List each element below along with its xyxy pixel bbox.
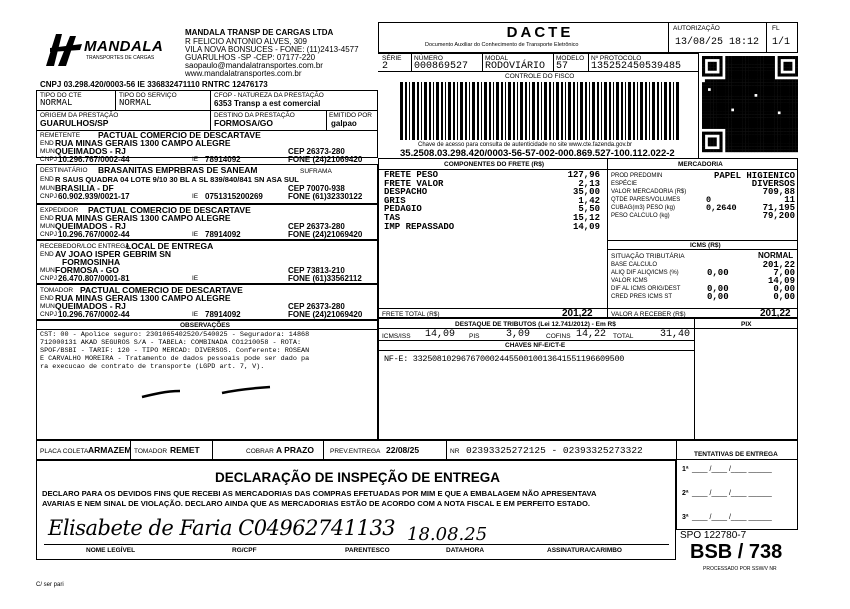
tributos-total-value: 31,40: [660, 329, 691, 340]
tomador-bar-label: TOMADOR: [134, 448, 168, 455]
dacte-title: DACTE: [506, 24, 574, 41]
handwritten-scribble: [140, 383, 280, 403]
destinatario-cep: CEP 70070-938: [288, 184, 345, 193]
numero-value: 000869527: [414, 61, 469, 72]
remetente-address: RUA MINAS GERAIS 1300 CAMPO ALEGRE: [55, 138, 231, 148]
recebedor-end-label: END: [40, 251, 54, 258]
tomador-mun-label: MUN: [40, 303, 55, 310]
remetente-fone: FONE (24)21069420: [288, 155, 363, 164]
expedidor-end-label: END: [40, 215, 54, 222]
tributos-title: DESTAQUE DE TRIBUTOS (Lei 12.741/2012) - Em R$: [455, 321, 616, 328]
observacoes-line-5: ra execucao de contrato de transporte (LGPD art. 7, V).: [40, 363, 265, 371]
frete-total-label: FRETE TOTAL (R$): [382, 311, 440, 318]
icms-title: ICMS (R$): [690, 242, 721, 249]
tomador-name: PACTUAL COMERCIO DE DESCARTAVE: [80, 285, 243, 295]
destinatario-suframa: SUFRAMA: [300, 168, 332, 175]
cofins-label: COFINS: [546, 333, 571, 340]
icms-item-label: ALIQ DIF ALIQ/ICMS (%): [611, 270, 679, 276]
tomador-ie-label: IE: [192, 311, 199, 318]
footer-assinatura: ASSINATURA/CARIMBO: [547, 547, 622, 554]
tipo-cte-label: TIPO DO CTE: [40, 92, 82, 99]
icms-situacao-value: NORMAL: [758, 251, 794, 260]
tentativa-row-label: 2ª: [682, 490, 689, 497]
frete-item-name: FRETE PESO: [384, 170, 439, 180]
mercadoria-item-value: DIVERSOS: [751, 179, 795, 189]
company-cnpj-line: CNPJ 03.298.420/0003-56 IE 336832471110 RNTRC 12476173: [40, 80, 268, 89]
icms-iss-value: 14,09: [425, 329, 456, 340]
frete-item-value: 127,96: [567, 170, 600, 180]
observacoes-line-4: E CARVALHO MOREIRA - Tratamento de dados pessoais pode ser dado pa: [40, 355, 310, 363]
observacoes-line-2: 712000131 AKAD SEGUROS S/A - TABELA: COMBINADA CO1210058 - ROTA:: [40, 339, 302, 347]
mercadoria-item-label: QTDE PARES/VOLUMES: [611, 197, 681, 203]
frete-item-name: IMP REPASSADO: [384, 221, 455, 232]
recebedor-cnpj-label: CNPJ: [40, 275, 57, 282]
pis-label: PIS: [469, 333, 480, 340]
icms-item-label: BASE CALCULO: [611, 262, 658, 268]
tomador-fone: FONE (24)21069420: [288, 310, 363, 319]
remetente-label: REMETENTE: [40, 132, 81, 139]
icms-item-value: 7,00: [773, 268, 795, 278]
mercadoria-item-label: PROD PREDOMIN: [611, 173, 663, 179]
chave-acesso-label: Chave de acesso para consulta de autenticidade no site www.cte.fazenda.gov.br: [418, 142, 633, 148]
handwritten-receiver-name: Elisabete de Faria C04962741133: [48, 516, 396, 540]
icms-item-mid: 0,00: [707, 268, 729, 278]
nfe-chave-value: NF-E: 33250810296767000244550010013641551196609500: [384, 354, 625, 364]
serie-value: 2: [382, 61, 389, 72]
destinatario-cnpj-label: CNPJ: [40, 193, 57, 200]
tomador-cep: CEP 26373-280: [288, 302, 345, 311]
nr-value: 02393325272125 - 02393325273322: [466, 445, 643, 456]
tentativa-row-line: ____ /____ /____ ______: [692, 466, 772, 473]
emitido-label: EMITIDO POR: [329, 112, 372, 119]
expedidor-city: QUEIMADOS - RJ: [55, 221, 126, 231]
declaracao-text-2: AVARIAS E NEM SINAL DE VIOLAÇÃO. DECLARO AINDA QUE AS MERCADORIAS ESTÃO DE ACORDO COM A NOTA FISCAL E EM PERFEITO ESTADO.: [42, 499, 591, 508]
destino-value: FORMOSA/GO: [214, 118, 274, 128]
controle-fisco-label: CONTROLE DO FISCO: [505, 73, 575, 80]
mercadoria-item-label: PESO CALCULO (kg): [611, 213, 670, 219]
observacoes-title: OBSERVAÇÕES: [180, 322, 230, 329]
placa-coleta-label: PLACA COLETA: [40, 448, 89, 455]
tipo-servico-label: TIPO DO SERVIÇO: [119, 92, 177, 99]
tomador-bar-value: REMET: [170, 445, 200, 455]
tipo-cte-value: NORMAL: [40, 98, 73, 108]
icms-item-mid: 0,00: [707, 284, 729, 294]
protocolo-label: Nº PROTOCOLO: [591, 55, 642, 62]
nr-label: NR: [450, 448, 460, 455]
tomador-address: RUA MINAS GERAIS 1300 CAMPO ALEGRE: [55, 293, 231, 303]
expedidor-ie-label: IE: [192, 231, 199, 238]
mercadoria-item-value: 11: [784, 195, 795, 205]
destino-label: DESTINO DA PRESTAÇÃO: [214, 112, 295, 119]
destinatario-cnpj: 60.902.939/0021-17: [58, 192, 130, 201]
mercadoria-item-value: 71,195: [762, 203, 795, 213]
observacoes-line-1: CST: 00 - Apolice seguro: 2301065402520/540025 - Seguradora: 14868: [40, 331, 310, 339]
frete-item-value: 2,13: [578, 178, 600, 189]
recebedor-cnpj: 26.470.807/0001-81: [58, 274, 130, 283]
remetente-cep: CEP 26373-280: [288, 147, 345, 156]
tomador-end-label: END: [40, 295, 54, 302]
tomador-city: QUEIMADOS - RJ: [55, 301, 126, 311]
origem-label: ORIGEM DA PRESTAÇÃO: [40, 112, 119, 119]
footer-data-hora: DATA/HORA: [446, 547, 485, 554]
tentativas-title: TENTATIVAS DE ENTREGA: [694, 451, 778, 458]
icms-item-value: 14,09: [767, 276, 795, 286]
dacte-subtitle: Documento Auxiliar do Conhecimento de Transporte Eletrônico: [425, 42, 579, 48]
expedidor-mun-label: MUN: [40, 223, 55, 230]
company-logo: [40, 30, 180, 70]
page-label: FL: [772, 25, 780, 32]
placa-coleta-value: ARMAZEM: [88, 445, 132, 455]
destinatario-ie-label: IE: [192, 193, 199, 200]
recebedor-label: RECEBEDOR/LOC ENTREGA: [40, 243, 130, 250]
mercadoria-item-label: VALOR MERCADORIA (R$): [611, 189, 687, 195]
qr-code-image: [702, 56, 798, 154]
remetente-end-label: END: [40, 140, 54, 147]
tomador-ie: 78914092: [205, 310, 241, 319]
company-address-2: VILA NOVA BONSUCES - FONE: (11)2413-4577: [185, 45, 359, 54]
icms-item-label: VALOR ICMS: [611, 278, 648, 284]
tomador-cnpj-label: CNPJ: [40, 311, 57, 318]
chave-acesso-value: 35.2508.03.298.420/0003-56-57-002-000.869.527-100.112.022-2: [400, 148, 675, 159]
icms-item-value: 0,00: [773, 292, 795, 302]
frete-item-name: TAS: [384, 213, 401, 223]
processado-label: PROCESSADO POR SSW/V NR: [703, 566, 777, 572]
pix-label: PIX: [741, 321, 752, 328]
authorization-value: 13/08/25 18:12: [675, 37, 760, 48]
destinatario-mun-label: MUN: [40, 185, 55, 192]
icms-item-label: DIF AL ICMS ORIG/DEST: [611, 286, 681, 292]
icms-item-value: 0,00: [773, 284, 795, 294]
recebedor-city: FORMOSA - GO: [55, 265, 119, 275]
tipo-servico-value: NORMAL: [119, 98, 152, 108]
observacoes-line-3: SPOF/BSBI - TARIF: 120 - TIPO MERCAD: DIVERSOS. Conferente: ROSEAN: [40, 347, 310, 355]
cobrar-value: A PRAZO: [276, 445, 314, 455]
emitido-value: galpao: [331, 119, 357, 128]
destinatario-end-label: END: [40, 176, 54, 183]
logo-text: MANDALA: [84, 38, 164, 55]
bsb-value: BSB / 738: [690, 541, 783, 563]
mercadoria-item-value: 709,88: [762, 187, 795, 197]
tomador-label: TOMADOR: [40, 287, 74, 294]
remetente-name: PACTUAL COMERCIO DE DESCARTAVE: [98, 130, 261, 140]
cobrar-label: COBRAR: [246, 448, 274, 455]
pis-value: 3,09: [506, 329, 531, 340]
handwritten-date: 18.08.25: [407, 524, 488, 545]
footer-rg-cpf: RG/CPF: [232, 547, 257, 554]
numero-label: NÚMERO: [414, 55, 443, 62]
mercadoria-title: MERCADORIA: [678, 161, 723, 168]
company-site: www.mandalatransportes.com.br: [185, 69, 302, 78]
recebedor-address: AV JOAO ISPER GEBRIM SN: [55, 249, 172, 259]
frete-item-name: PEDAGIO: [384, 204, 422, 215]
company-city: GUARULHOS -SP -CEP: 07177-220: [185, 53, 316, 62]
recebedor-cep: CEP 73813-210: [288, 266, 345, 275]
chaves-label: CHAVES NF-E/CT-E: [505, 342, 566, 349]
remetente-mun-label: MUN: [40, 148, 55, 155]
recebedor-ie-label: IE: [192, 275, 199, 282]
modal-label: MODAL: [485, 55, 509, 62]
frete-item-name: FRETE VALOR: [384, 178, 444, 189]
expedidor-cnpj: 10.296.767/0002-44: [58, 230, 130, 239]
remetente-ie-label: IE: [192, 156, 199, 163]
recebedor-address2: FORMOSINHA: [62, 257, 121, 267]
origem-value: GUARULHOS/SP: [40, 118, 109, 128]
tributos-total-label: TOTAL: [613, 333, 634, 340]
expedidor-cep: CEP 26373-280: [288, 222, 345, 231]
receber-value: 201,22: [760, 308, 791, 319]
cofins-value: 14,22: [576, 329, 607, 340]
tentativa-row-label: 3ª: [682, 514, 689, 521]
destinatario-address: R SAUS QUADRA 04 LOTE 9/10 30 BL A SL 839/840/841 SN ASA SUL: [55, 175, 299, 184]
icms-item-mid: 0,00: [707, 292, 729, 302]
recebedor-name: LOCAL DE ENTREGA: [126, 241, 214, 251]
protocolo-value: 135252450539485: [591, 61, 682, 72]
barcode-image: [400, 82, 682, 140]
frete-item-value: 5,50: [578, 204, 600, 215]
frete-item-value: 14,09: [572, 221, 600, 232]
footer-parentesco: PARENTESCO: [345, 547, 390, 554]
modal-value: RODOVIÁRIO: [485, 61, 546, 72]
serie-label: SÉRIE: [382, 55, 402, 62]
logo-subtext: TRANSPORTES DE CARGAS: [86, 55, 155, 61]
prev-entrega-value: 22/08/25: [386, 445, 420, 455]
company-name: MANDALA TRANSP DE CARGAS LTDA: [185, 28, 334, 37]
cfop-label: CFOP - NATUREZA DA PRESTAÇÃO: [214, 92, 324, 99]
modelo-value: 57: [556, 61, 569, 72]
icms-situacao-label: SITUAÇÃO TRIBUTÁRIA: [611, 253, 685, 260]
destinatario-label: DESTINATÁRIO: [40, 167, 88, 174]
expedidor-cnpj-label: CNPJ: [40, 231, 57, 238]
mandala-logo-icon: [40, 30, 84, 70]
footer-nome-legivel: NOME LEGÍVEL: [86, 547, 136, 554]
expedidor-address: RUA MINAS GERAIS 1300 CAMPO ALEGRE: [55, 213, 231, 223]
recebedor-fone: FONE (61)33562112: [288, 274, 362, 283]
declaracao-title: DECLARAÇÃO DE INSPEÇÃO DE ENTREGA: [215, 470, 501, 485]
destinatario-fone: FONE (61)32330122: [288, 192, 363, 201]
prev-entrega-label: PREV.ENTREGA: [330, 448, 381, 455]
mercadoria-item-value: PAPEL HIGIENICO: [713, 171, 795, 181]
frete-item-name: GRIS: [384, 195, 406, 206]
mercadoria-item-value: 79,200: [762, 211, 795, 221]
authorization-label: AUTORIZAÇÃO: [673, 25, 720, 32]
frete-title: COMPONENTES DO FRETE (R$): [444, 161, 545, 168]
tomador-cnpj: 10.296.767/0002-44: [58, 310, 130, 319]
icms-item-label: CRED PRES ICMS ST: [611, 294, 673, 300]
remetente-cnpj: 10.296.767/0002-44: [58, 155, 130, 164]
remetente-city: QUEIMADOS - RJ: [55, 146, 126, 156]
mercadoria-item-mid: 0,2640: [706, 203, 737, 213]
declaracao-text-1: DECLARO PARA OS DEVIDOS FINS QUE RECEBI AS MERCADORIAS DAS COMPRAS EFETUADAS POR MIM E QUE A EMBALAGEM NÃO APRESENTAVA: [42, 489, 597, 498]
page-value: 1/1: [772, 37, 791, 48]
tentativa-row-line: ____ /____ /____ ______: [692, 514, 772, 521]
modelo-label: MODELO: [556, 55, 585, 62]
expedidor-label: EXPEDIDOR: [40, 207, 79, 214]
destinatario-ie: 0751315200269: [205, 192, 263, 201]
company-address-1: R FELICIO ANTONIO ALVES, 309: [185, 37, 307, 46]
frete-item-name: DESPACHO: [384, 187, 428, 198]
frete-item-value: 1,42: [578, 195, 600, 206]
cfop-value: 6353 Transp a est comercial: [214, 99, 321, 108]
frete-item-value: 15,12: [572, 213, 600, 223]
mercadoria-item-label: CUBAG(m3) PESO (kg): [611, 205, 676, 211]
frete-item-value: 35,00: [572, 187, 600, 198]
margin-note: C/ ser pari: [36, 582, 64, 588]
mercadoria-item-label: ESPÉCIE: [611, 181, 638, 187]
expedidor-name: PACTUAL COMERCIO DE DESCARTAVE: [88, 205, 251, 215]
expedidor-fone: FONE (24)21069420: [288, 230, 363, 239]
remetente-cnpj-label: CNPJ: [40, 156, 57, 163]
frete-total-value: 201,22: [562, 308, 593, 319]
destinatario-city: BRASILIA - DF: [55, 183, 114, 193]
tentativa-row-line: ____ /____ /____ ______: [692, 490, 772, 497]
company-email: saopaulo@mandalatransportes.com.br: [185, 61, 323, 70]
expedidor-ie: 78914092: [205, 230, 241, 239]
remetente-ie: 78914092: [205, 155, 241, 164]
icms-item-value: 201,22: [762, 260, 795, 270]
receber-label: VALOR A RECEBER (R$): [611, 311, 686, 318]
mercadoria-item-mid: 0: [706, 195, 712, 205]
destinatario-name: BRASANITAS EMPRBRAS DE SANEAM: [98, 165, 258, 175]
spo-value: SPO 122780-7: [680, 530, 747, 541]
icms-iss-label: ICMS/ISS: [382, 333, 411, 340]
recebedor-mun-label: MUN: [40, 267, 55, 274]
tentativa-row-label: 1ª: [682, 466, 689, 473]
